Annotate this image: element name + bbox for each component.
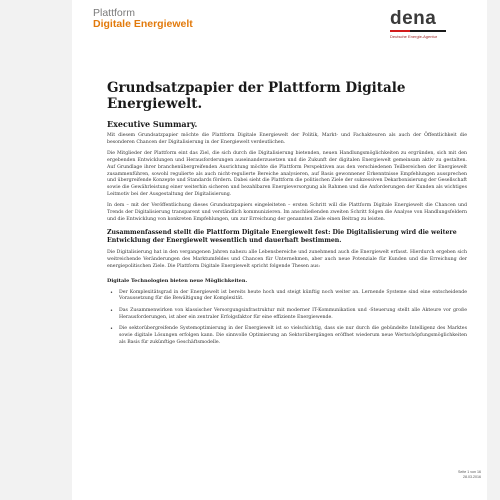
bullet-marker: • — [110, 289, 113, 296]
list-item — [107, 308, 467, 321]
dena-logo-red-bar — [390, 30, 410, 32]
list-item — [107, 326, 467, 346]
list-item-text: Der Komplexitätsgrad in der Energiewelt ist bereits heute hoch und steigt künftig noch weiter an. Lernende Systeme sind eine entscheidende Voraussetzung für die Bewältigung der Komplexität. — [119, 289, 467, 302]
bullet-marker: • — [110, 326, 113, 333]
paragraph-steps: In dem – mit der Veröffentlichung dieses Grundsatzpapiers eingeleiteten – ersten Schritt will die Plattform Digitale Energiewelt die Chancen und Trends der Digitalisierung transparent und verständlich kommunizieren. Im anschließenden zweiten Schritt folgen die Analyse von Handlungsfeldern und die Entwicklung von konkreten Empfehlungen, um zur Erreichung der genannten Ziele einen Beitrag zu leisten. — [107, 203, 467, 222]
section-subheading: Digitale Technologien bieten neue Möglichkeiten. — [107, 277, 248, 284]
list-item — [107, 290, 467, 303]
page-number: Seite 1 von 16 — [458, 470, 481, 474]
page-footer — [458, 470, 481, 480]
dena-logo-dark-bar — [410, 30, 446, 32]
dena-logo — [390, 10, 480, 50]
document-content — [107, 80, 467, 346]
brand-line-1: Plattform — [93, 7, 136, 19]
list-item-text: Die sektorübergreifende Systemoptimierung in der Energiewelt ist so vielschichtig, dass sie nur durch die gebündelte Intelligenz des Marktes sowie digitale Lösungen erfolgen kann. Die sinnvolle Optimierung an Sektorübergängen eröffnet wiederum neue Wertschöpfungsmöglichkeiten als Basis für zukünftige Geschäftsmodelle. — [119, 326, 467, 345]
list-item-text: Das Zusammenwirken von klassischer Versorgungsinfrastruktur mit moderner IT-Kommunikation und -Steuerung stellt alle Akteure vor große Herausforderungen, ist aber ein zentraler Erfolgsfaktor für eine effiziente Energiewende. — [119, 307, 467, 320]
document-title: Grundsatzpapier der Plattform Digitale Energiewelt. — [107, 80, 406, 112]
dena-logo-word: dena — [390, 8, 437, 29]
bold-statement: Zusammenfassend stellt die Plattform Digitale Energiewelt fest: Die Digitalisierung wird die weitere Entwicklung der Energiewelt wesentlich und dauerhaft bestimmen. — [107, 229, 457, 245]
brand-line-2: Digitale Energiewelt — [93, 18, 193, 30]
bullet-marker: • — [110, 307, 113, 314]
paragraph-members: Die Mitglieder der Plattform eint das Ziel, die sich durch die Digitalisierung bietenden, neuen Handlungsmöglichkeiten zu ergründen, sich mit den ergebenden Entwicklungen und Herausforderungen auseinanderzusetzen und die Zukunft der digitalen Energiewelt gemeinsam aktiv zu gestalten. Auf Grundlage ihrer branchenübergreifenden Ausrichtung möchte die Plattform Perspektiven aus den verschiedenen Teilbereichen der Energiewelt zusammenführen, sowohl regulierte als auch nicht-regulierte Bereiche analysieren, auf Basis gewonnener Erkenntnisse Empfehlungen aussprechen und übergreifende Konzepte und Standards fördern. Dabei sieht die Plattform die politischen Ziele der sukzessiven Dekarbonisierung der Gesellschaft sowie die Gewährleistung einer weiterhin sicheren und bezahlbaren Energieversorgung als Rahmen und die Anforderungen der Kunden als wichtiges Leitmotiv bei der Ausgestaltung der Digitalisierung. — [107, 151, 467, 197]
paragraph-intro: Mit diesem Grundsatzpapier möchte die Plattform Digitale Energiewelt der Politik, Markt- und Fachakteuren als auch der Öffentlichkeit die besonderen Chancen der Digitalisierung in der Energiewelt verdeutlichen. — [107, 133, 467, 145]
document-date: 28.03.2016 — [463, 475, 481, 479]
platform-logo — [93, 8, 193, 30]
dena-logo-subtitle: Deutsche Energie-Agentur — [390, 34, 438, 39]
paragraph-digitalisation: Die Digitalisierung hat in den vergangenen Jahren nahezu alle Lebensbereiche und zunehmend auch die Energiewelt erfasst. Hierdurch ergeben sich weitreichende Veränderungen des Marktumfeldes und Chancen für Unternehmen, aber auch neue Potenziale für Kunden und die Erreichung der energiepolitischen Ziele. Die Plattform Digitale Energiewelt spricht folgende Thesen aus: — [107, 250, 467, 269]
summary-heading: Executive Summary. — [107, 119, 198, 129]
theses-list — [107, 290, 467, 347]
